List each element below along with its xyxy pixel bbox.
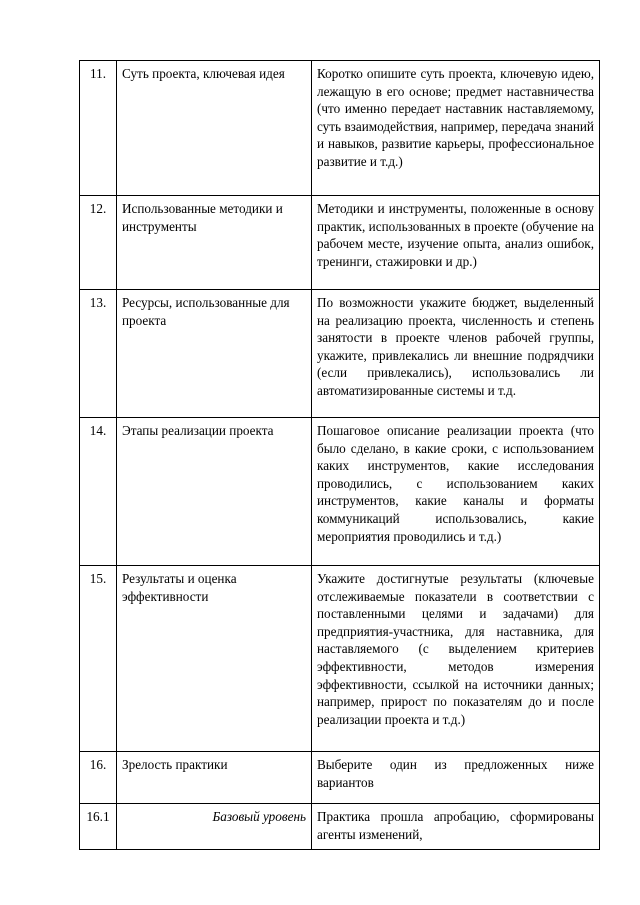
table-row (80, 418, 600, 566)
practice-description-table (79, 60, 600, 850)
row-description: По возможности укажите бюджет, выделенный на реализацию проекта, численность и степень занятости в проекте членов рабочей группы, укажите, привлекались ли внешние подрядчики (если привлекались), использовались ли автоматизированные системы и т.д. (312, 290, 600, 418)
row-title: Зрелость практики (117, 752, 312, 804)
row-description: Практика прошла апробацию, сформированы агенты изменений, (312, 804, 600, 850)
table-row (80, 752, 600, 804)
row-title: Ресурсы, использованные для проекта (117, 290, 312, 418)
row-number: 12. (80, 196, 117, 290)
row-title: Суть проекта, ключевая идея (117, 61, 312, 196)
table-row (80, 804, 600, 850)
row-number: 13. (80, 290, 117, 418)
row-number: 16. (80, 752, 117, 804)
table-row (80, 566, 600, 752)
row-title: Использованные методики и инструменты (117, 196, 312, 290)
row-description: Пошаговое описание реализации проекта (что было сделано, в какие сроки, с использованием каких инструментов, какие исследования проводились, с использованием каких инструментов, какие каналы и форматы коммуникаций использовались, какие мероприятия проводились и т.д.) (312, 418, 600, 566)
table-row (80, 61, 600, 196)
row-description: Выберите один из предложенных ниже вариантов (312, 752, 600, 804)
row-number: 16.1 (80, 804, 117, 850)
row-title: Базовый уровень (117, 804, 312, 850)
row-title: Этапы реализации проекта (117, 418, 312, 566)
table-row (80, 196, 600, 290)
table-row (80, 290, 600, 418)
row-number: 15. (80, 566, 117, 752)
row-title: Результаты и оценка эффективности (117, 566, 312, 752)
row-number: 11. (80, 61, 117, 196)
row-description: Коротко опишите суть проекта, ключевую идею, лежащую в его основе; предмет наставничества (что именно передает наставник наставляемому, суть взаимодействия, например, передача знаний и навыков, развитие карьеры, профессиональное развитие и т.д.) (312, 61, 600, 196)
row-description: Методики и инструменты, положенные в основу практик, использованных в проекте (обучение на рабочем месте, изучение опыта, анализ ошибок, тренинги, стажировки и др.) (312, 196, 600, 290)
row-number: 14. (80, 418, 117, 566)
row-description: Укажите достигнутые результаты (ключевые отслеживаемые показатели в соответствии с поставленными целями и задачами) для предприятия-участника, для наставника, для наставляемого (с выделением критериев эффективности, методов измерения эффективности, ссылкой на источники данных; например, прирост по показателям до и после реализации проекта и т.д.) (312, 566, 600, 752)
